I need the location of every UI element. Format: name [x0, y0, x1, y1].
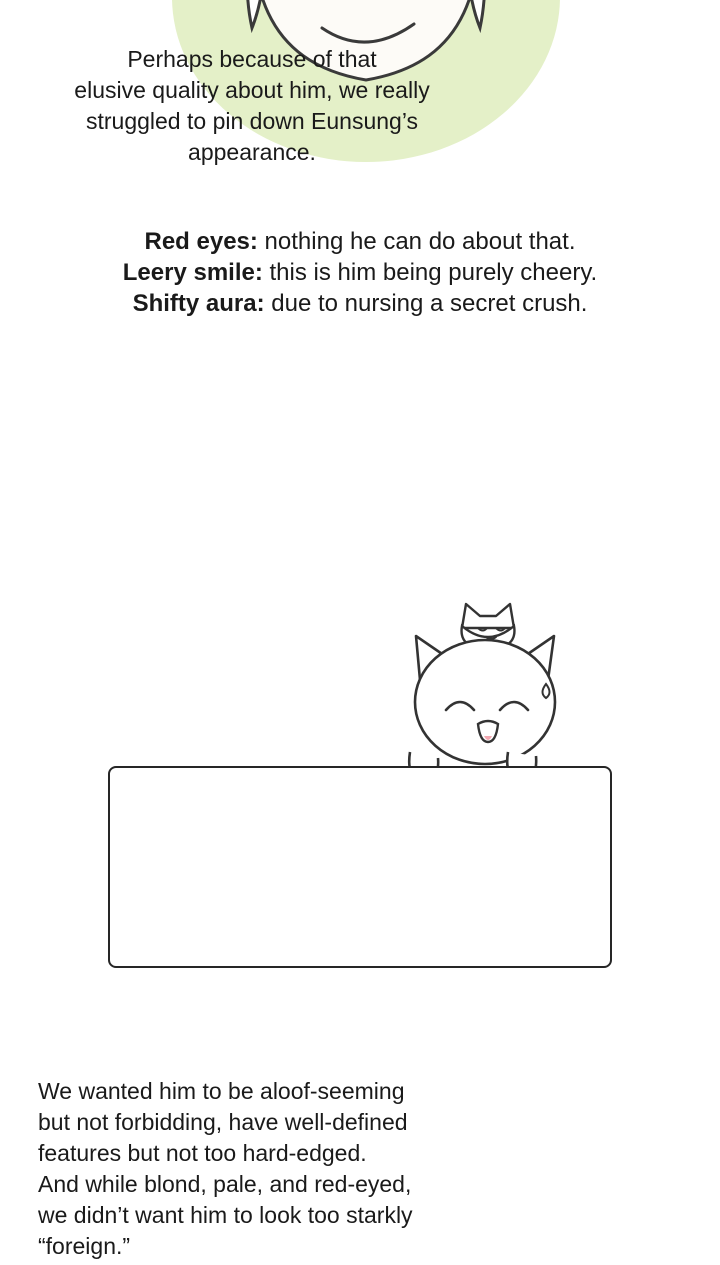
trait-text: this is him being purely cheery. [262, 259, 598, 286]
trait-line [0, 288, 720, 319]
caption-box [108, 766, 612, 968]
caption-text [0, 44, 504, 168]
paragraph-line: We wanted him to be aloof-seeming [38, 1078, 405, 1104]
paragraph-line: features but not too hard-edged. [38, 1140, 367, 1166]
caption-line: Perhaps because of that [127, 46, 377, 72]
trait-list [0, 226, 720, 319]
caption-line: appearance. [188, 139, 316, 165]
trait-label: Red eyes: [144, 228, 258, 255]
trait-text: due to nursing a secret crush. [264, 290, 588, 317]
trait-label: Shifty aura: [132, 290, 265, 317]
trait-text: nothing he can do about that. [257, 228, 576, 255]
paragraph-line: “foreign.” [38, 1233, 131, 1259]
trait-line [0, 226, 720, 257]
trait-label: Leery smile: [122, 259, 263, 286]
paragraph-line: we didn’t want him to look too starkly [38, 1202, 413, 1228]
paragraph-line: And while blond, pale, and red-eyed, [38, 1171, 412, 1197]
bottom-paragraph [38, 1076, 688, 1262]
caption-line: struggled to pin down Eunsung’s [85, 108, 419, 134]
caption-line: elusive quality about him, we really [74, 77, 430, 103]
trait-line [0, 257, 720, 288]
paragraph-line: but not forbidding, have well-defined [38, 1109, 408, 1135]
